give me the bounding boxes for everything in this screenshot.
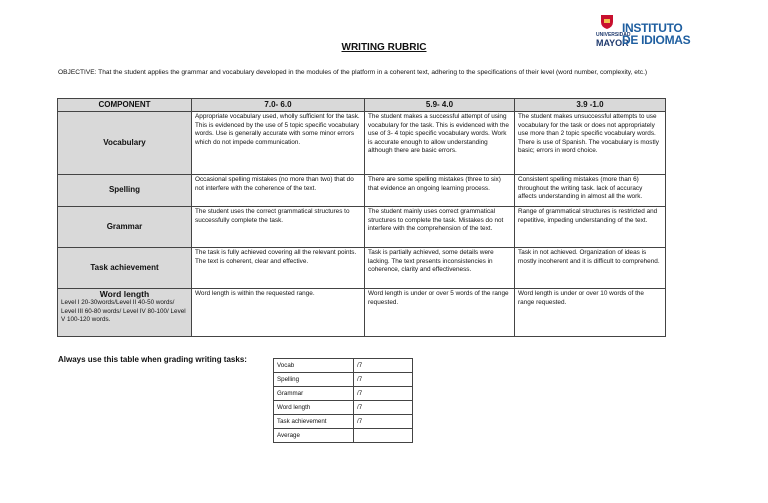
grading-label: Average bbox=[274, 429, 354, 443]
descriptor-cell: The task is fully achieved covering all the relevant points. The text is coherent, clear and effective. bbox=[192, 248, 365, 289]
grading-row bbox=[274, 359, 413, 373]
header-band-mid: 5.9- 4.0 bbox=[365, 99, 515, 112]
grading-score: /7 bbox=[354, 415, 413, 429]
grading-score: /7 bbox=[354, 359, 413, 373]
page-title: WRITING RUBRIC bbox=[341, 42, 427, 53]
grading-row bbox=[274, 373, 413, 387]
grading-instruction: Always use this table when grading writing tasks: bbox=[58, 355, 247, 364]
descriptor-cell: Occasional spelling mistakes (no more than two) that do not interfere with the coherence of the text. bbox=[192, 175, 365, 207]
descriptor-cell: Word length is under or over 10 words of the range requested. bbox=[515, 289, 666, 337]
header-band-low: 3.9 -1.0 bbox=[515, 99, 666, 112]
component-cell bbox=[58, 289, 192, 337]
grading-score: /7 bbox=[354, 373, 413, 387]
component-cell: Grammar bbox=[58, 207, 192, 248]
component-title: Word length bbox=[99, 289, 150, 299]
header-band-high: 7.0- 6.0 bbox=[192, 99, 365, 112]
logo-university-text: UNIVERSIDAD bbox=[596, 32, 631, 38]
rubric-row-word-length bbox=[58, 289, 666, 337]
descriptor-cell: The student mainly uses correct grammatical structures to complete the task. Mistakes do not interfere with the comprehension of the text. bbox=[365, 207, 515, 248]
rubric-row-grammar bbox=[58, 207, 666, 248]
descriptor-cell: The student uses the correct grammatical structures to successfully complete the task. bbox=[192, 207, 365, 248]
grading-label: Word length bbox=[274, 401, 354, 415]
grading-row bbox=[274, 429, 413, 443]
grading-label: Spelling bbox=[274, 373, 354, 387]
descriptor-cell: The student makes unsuccessful attempts to use vocabulary for the task or does not appropriately use more than 2 topic specific vocabulary words. There is use of Spanish. The vocabulary is mostly basic; errors in word choice. bbox=[515, 112, 666, 175]
descriptor-cell: Range of grammatical structures is restricted and repetitive, impeding understanding of the text. bbox=[515, 207, 666, 248]
objective-text: OBJECTIVE: That the student applies the grammar and vocabulary developed in the modules of the platform in a coherent text, adhering to the specifications of their level (word number, complexity, etc.) bbox=[58, 69, 648, 76]
component-cell: Spelling bbox=[58, 175, 192, 207]
descriptor-cell: Word length is under or over 5 words of the range requested. bbox=[365, 289, 515, 337]
grading-table bbox=[273, 358, 413, 443]
descriptor-cell: Consistent spelling mistakes (more than 6) throughout the writing task. lack of accuracy affects understanding in almost all the work. bbox=[515, 175, 666, 207]
descriptor-cell: Appropriate vocabulary used, wholly sufficient for the task. This is evidenced by the use of 5 topic specific vocabulary words. Use is generally accurate with some minor errors which do not impede communication. bbox=[192, 112, 365, 175]
component-note: Level I 20-30words/Level II 40-50 words/ Level III 60-80 words/ Level IV 80-100/ Level V 100-120 words. bbox=[61, 299, 186, 323]
component-cell: Vocabulary bbox=[58, 112, 192, 175]
grading-label: Grammar bbox=[274, 387, 354, 401]
grading-score: /7 bbox=[354, 401, 413, 415]
rubric-header-row bbox=[58, 99, 666, 112]
rubric-row-task-achievement bbox=[58, 248, 666, 289]
descriptor-cell: There are some spelling mistakes (three to six) that evidence an ongoing learning process. bbox=[365, 175, 515, 207]
grading-score: /7 bbox=[354, 387, 413, 401]
logo-mayor-text: MAYOR bbox=[596, 38, 629, 48]
rubric-row-spelling bbox=[58, 175, 666, 207]
shield-icon bbox=[600, 14, 614, 30]
grading-label: Task achievement bbox=[274, 415, 354, 429]
header-component: COMPONENT bbox=[58, 99, 192, 112]
descriptor-cell: Task is partially achieved, some details were lacking. The text presents inconsistencies in coherence, clarity and effectiveness. bbox=[365, 248, 515, 289]
rubric-row-vocabulary bbox=[58, 112, 666, 175]
grading-row bbox=[274, 415, 413, 429]
rubric-table bbox=[57, 98, 666, 337]
grading-label: Vocab bbox=[274, 359, 354, 373]
grading-row bbox=[274, 387, 413, 401]
grading-row bbox=[274, 401, 413, 415]
descriptor-cell: Task in not achieved. Organization of ideas is mostly incoherent and it is difficult to comprehend. bbox=[515, 248, 666, 289]
logo-institute-text: INSTITUTO DE IDIOMAS bbox=[622, 21, 691, 47]
descriptor-cell: The student makes a successful attempt of using vocabulary for the task. This is evidenced with the use of 3- 4 topic specific vocabulary words. Work is accurate enough to allow understanding although there are basic errors. bbox=[365, 112, 515, 175]
descriptor-cell: Word length is within the requested range. bbox=[192, 289, 365, 337]
component-cell: Task achievement bbox=[58, 248, 192, 289]
grading-score bbox=[354, 429, 413, 443]
